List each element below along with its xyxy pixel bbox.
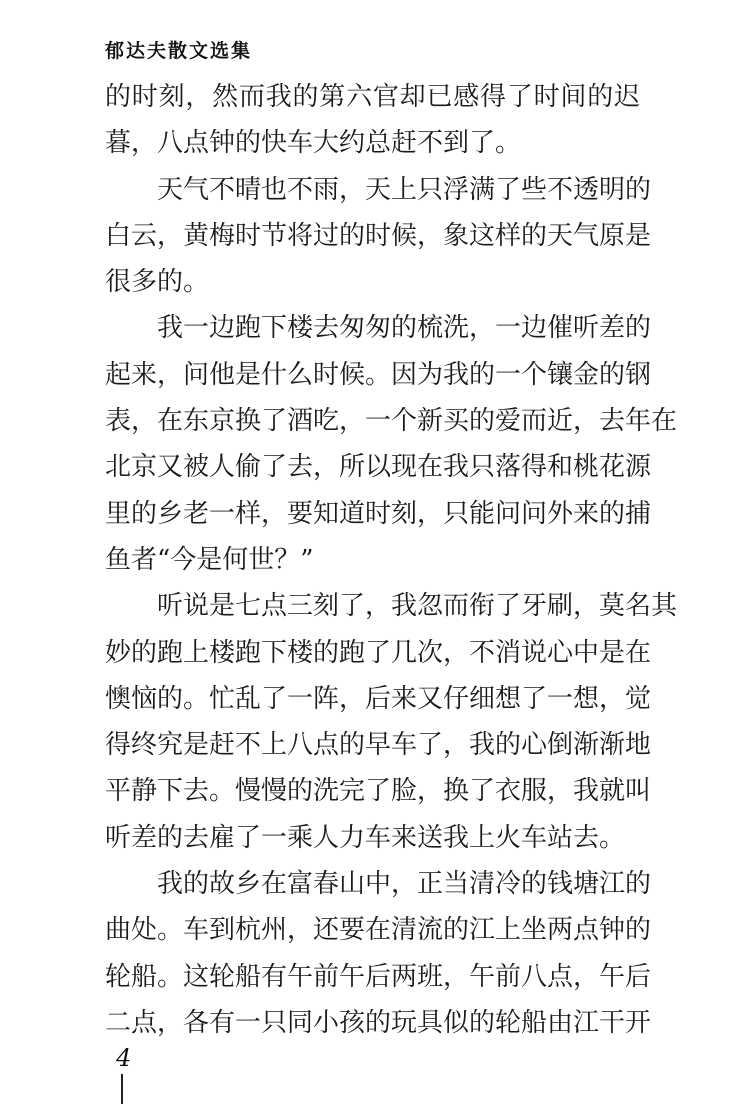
text-line: 的时刻，然而我的第六官却已感得了时间的迟 xyxy=(105,82,640,112)
text-line: 得终究是赶不上八点的早车了，我的心倒渐渐地 xyxy=(105,730,652,761)
text-line: 里的乡老一样，要知道时刻，只能问问外来的捕 xyxy=(105,498,652,529)
text-line: 妙的跑上楼跑下楼的跑了几次，不消说心中是在 xyxy=(105,637,652,668)
text-line: 北京又被人偷了去，所以现在我只落得和桃花源 xyxy=(105,452,652,483)
text-line: 曲处。车到杭州，还要在清流的江上坐两点钟的 xyxy=(105,915,652,946)
text-line: 二点，各有一只同小孩的玩具似的轮船由江干开 xyxy=(105,1007,652,1038)
text-line: 鱼者“今是何世？” xyxy=(105,544,314,575)
running-header-title: 郁达夫散文选集 xyxy=(105,40,253,62)
text-line: 白云，黄梅时节将过的时候，象这样的天气原是 xyxy=(105,220,652,251)
text-line: 很多的。 xyxy=(105,267,210,298)
page-number: 4 xyxy=(116,1044,132,1072)
margin-rule xyxy=(121,1074,123,1104)
text-line: 表，在东京换了酒吃，一个新买的爱而近，去年在 xyxy=(105,406,678,437)
text-line: 天气不晴也不雨，天上只浮满了些不透明的 xyxy=(157,174,652,205)
text-line: 暮，八点钟的快车大约总赶不到了。 xyxy=(105,128,522,159)
text-line: 起来，问他是什么时候。因为我的一个镶金的钢 xyxy=(105,359,652,390)
body-text xyxy=(105,74,678,1046)
text-line: 我的故乡在富春山中，正当清冷的钱塘江的 xyxy=(157,869,652,900)
text-line: 平静下去。慢慢的洗完了脸，换了衣服，我就叫 xyxy=(105,776,652,807)
text-line: 轮船。这轮船有午前午后两班，午前八点，午后 xyxy=(105,961,652,992)
text-line: 懊恼的。忙乱了一阵，后来又仔细想了一想，觉 xyxy=(105,683,652,714)
text-line: 我一边跑下楼去匆匆的梳洗，一边催听差的 xyxy=(157,313,652,344)
text-line: 听说是七点三刻了，我忽而衔了牙刷，莫名其 xyxy=(157,591,678,622)
text-line: 听差的去雇了一乘人力车来送我上火车站去。 xyxy=(105,822,626,853)
